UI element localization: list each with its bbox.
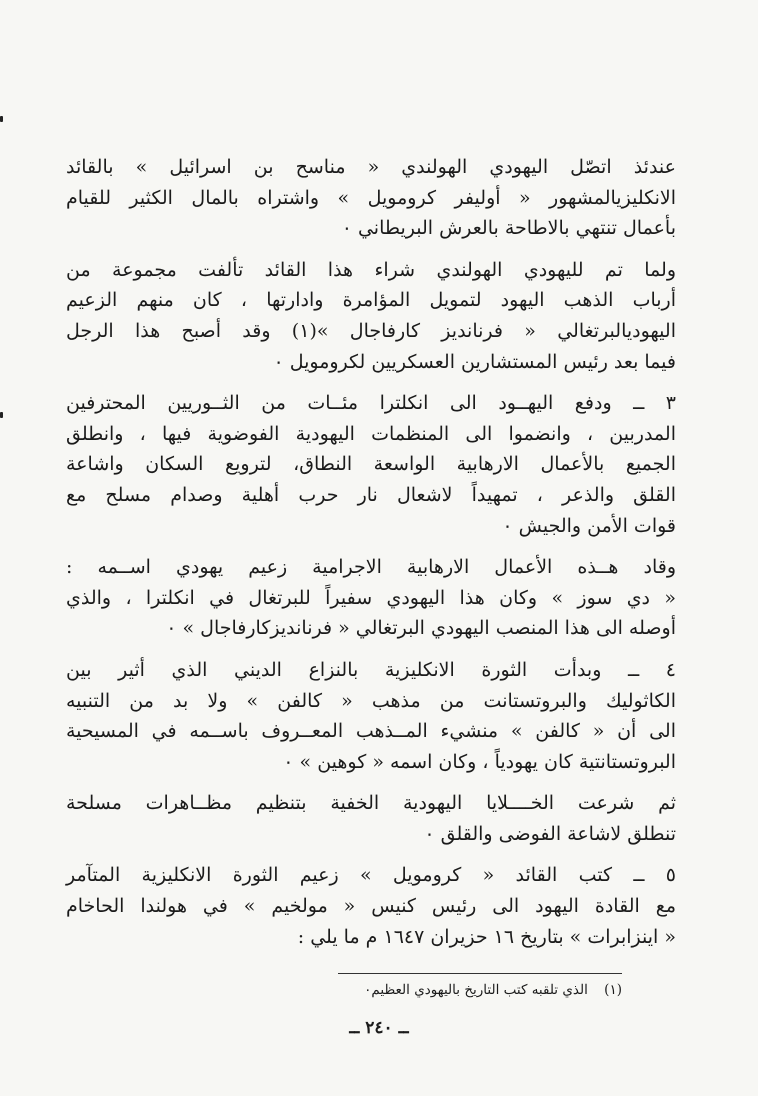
footnote-divider [338,973,622,974]
text-line: ٣ ــ ودفع اليهــود الى انكلترا مئــات من الثــوريين المحترفين [66,392,676,415]
text-line: أرباب الذهب اليهود لتمويل المؤامرة وادارتها ، كان منهم الزعيم [66,289,676,312]
page-number: ــ ٢٤٠ ــ [349,1018,409,1038]
body-text [66,152,676,952]
margin-mark-middle [0,412,3,418]
paragraph-1 [66,152,676,255]
text-line: ولما تم لليهودي الهولندي شراء هذا القائد تألفت مجموعة من [66,258,676,281]
text-line: الى أن « كالفن » منشيء المــذهب المعــروف باســمه في المسيحية [66,720,676,743]
text-line: قوات الأمن والجيش ٠ [502,514,676,537]
text-line: مع القادة اليهود الى رئيس كنيس « مولخيم » في هولندا الحاخام [66,895,676,918]
footnote-text: الذي تلقبه كتب التاريخ باليهودي العظيم٠ [364,982,588,998]
text-line: الجميع بالأعمال الارهابية الواسعة النطاق، لترويع السكان واشاعة [66,453,676,476]
text-line: ٥ ــ كتب القائد « كرومويل » زعيم الثورة الانكليزية المتآمر [66,864,676,887]
text-line: عندئذ اتصّل اليهودي الهولندي « مناسح بن اسرائيل » بالقائد [66,156,676,178]
text-line: الانكليزيالمشهور « أوليفر كرومويل » واشتراه بالمال الكثير للقيام [66,186,676,209]
text-line: « دي سوز » وكان هذا اليهودي سفيراً للبرتغال في انكلترا ، والذي [66,586,676,609]
text-line: المدربين ، وانضموا الى المنظمات اليهودية الفوضوية فيها ، وانطلق [66,422,676,445]
text-line: بأعمال تنتهي بالاطاحة بالعرش البريطاني ٠ [341,217,676,240]
paragraph-7 [66,860,676,952]
paragraph-5 [66,655,676,788]
paragraph-3 [66,388,676,552]
text-line: أوصله الى هذا المنصب اليهودي البرتغالي « فرنانديزكارفاجال » ٠ [166,617,676,640]
margin-mark-top [0,116,3,122]
text-line: ٤ ــ وبدأت الثورة الانكليزية بالنزاع الديني الذي أثير بين [66,658,676,681]
text-line: القلق والذعر ، تمهيداً لاشعال نار حرب أهلية وصدام مسلح مع [66,483,676,506]
text-line: الكاثوليك والبروتستانت من مذهب « كالفن » ولا بد من التنبيه [66,689,676,712]
text-line: فيما بعد رئيس المستشارين العسكريين لكرومويل ٠ [273,350,676,373]
text-line: « اينزابرات » بتاريخ ١٦ حزيران ١٦٤٧ م ما يلي : [297,925,676,948]
paragraph-2 [66,255,676,388]
footnote [260,982,622,998]
paragraph-4 [66,552,676,655]
text-line: وقاد هــذه الأعمال الارهابية الاجرامية زعيم يهودي اســمه : [66,556,676,579]
text-line: تنطلق لاشاعة الفوضى والقلق ٠ [424,822,676,845]
text-line: ثم شرعت الخــــلايا اليهودية الخفية بتنظيم مظــاهرات مسلحة [66,792,676,815]
paragraph-6 [66,788,676,860]
footnote-number: (١) [604,982,622,998]
text-line: اليهوديالبرتغالي « فرنانديز كارفاجال »(١) وقد أصبح هذا الرجل [66,319,676,342]
text-line: البروتستانتية كان يهودياً ، وكان اسمه « كوهين » ٠ [283,750,676,773]
